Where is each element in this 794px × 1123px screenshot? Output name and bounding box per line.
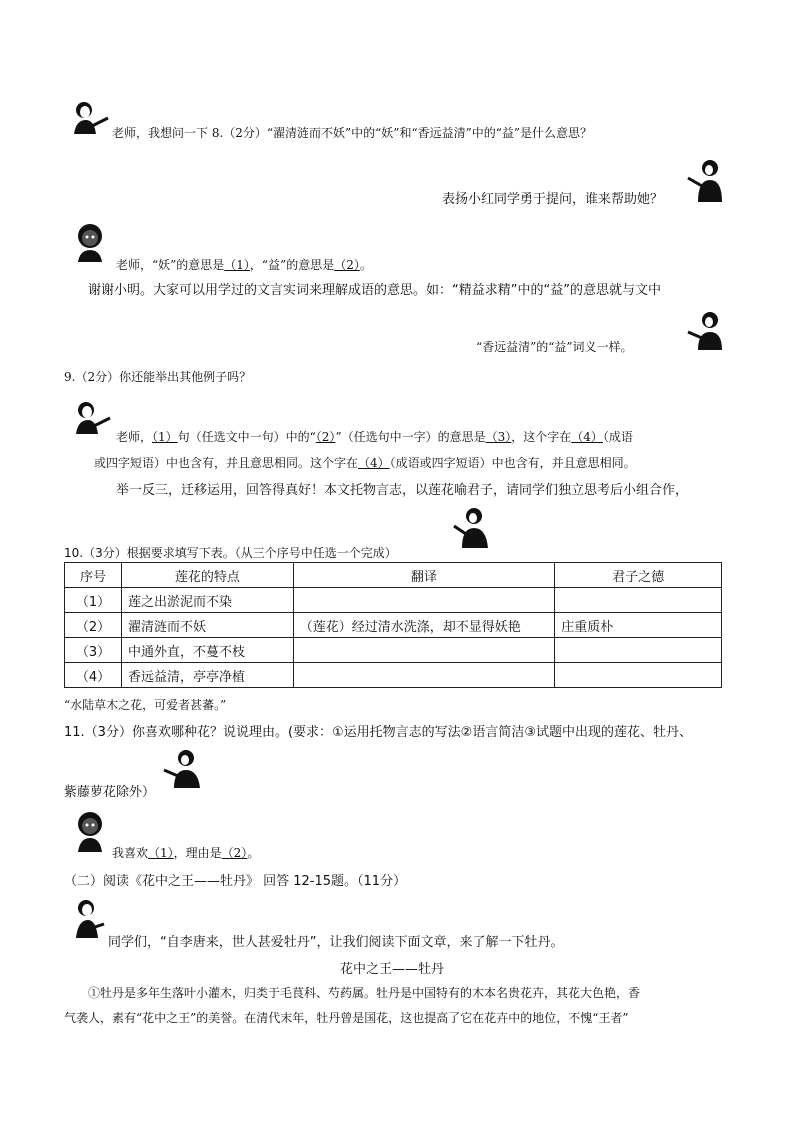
question-11-line-1: 11.（3分）你喜欢哪种花？说说理由。(要求：①运用托物言志的写法②语言简洁③试题中出现的莲花、牡丹、	[64, 725, 692, 740]
q11-text: 。	[247, 846, 260, 860]
table-row	[65, 663, 722, 688]
table-cell: （4）	[65, 663, 122, 688]
answer-mid: ，“益”的意思是	[249, 258, 335, 272]
student-girl-figure-icon	[72, 400, 114, 436]
student-girl-figure-icon	[72, 898, 108, 940]
q11-text: 我喜欢	[112, 846, 149, 860]
article-paragraph-line-1: ①牡丹是多年生落叶小灌木，归类于毛茛科、芍药属。牡丹是中国特有的木本名贵花卉，其花大色艳，香	[88, 986, 641, 1000]
table-cell: 庄重质朴	[555, 613, 722, 638]
table-header-cell: 君子之德	[555, 563, 722, 588]
table-cell: 香远益清，亭亭净植	[121, 663, 293, 688]
question-10-table	[64, 562, 722, 688]
question-9-answer-line-1	[116, 428, 633, 445]
dialogue-teacher-praise: 表扬小红同学勇于提问，谁来帮助她？	[442, 192, 664, 207]
table-header-cell: 莲花的特点	[121, 563, 293, 588]
q9-blank-1: （1）	[152, 430, 178, 444]
table-cell-answer[interactable]	[555, 588, 722, 613]
section-2-intro: 同学们，“自李唐来，世人甚爱牡丹”，让我们阅读下面文章，来了解一下牡丹。	[108, 935, 564, 950]
q9-text: ，这个字在	[511, 430, 572, 444]
teacher-figure-icon	[686, 158, 726, 204]
teacher-explanation-line-1: 谢谢小明。大家可以用学过的文言实词来理解成语的意思。如：“精益求精”中的“益”的意思就与文中	[88, 283, 661, 298]
section-2-heading: （二）阅读《花中之王——牡丹》 回答 12-15题。（11分）	[64, 874, 407, 889]
q9-text: （成语或四字短语）中也含有，并且意思相同。	[389, 456, 636, 470]
q11-blank-2: （2）	[221, 846, 248, 860]
table-cell: （1）	[65, 588, 122, 613]
q9-blank-4b: （4）	[358, 456, 390, 470]
question-11-line-2: 紫藤萝花除外）	[64, 785, 156, 800]
q9-blank-4: （4）	[571, 430, 603, 444]
student-girl-figure-icon	[70, 100, 112, 136]
q9-text: （成语	[602, 430, 633, 444]
table-cell: （3）	[65, 638, 122, 663]
q9-text: 句（任选文中一句）中的“	[177, 430, 316, 444]
question-10-title: 10.（3分）根据要求填写下表。（从三个序号中任选一个完成）	[64, 546, 397, 560]
q9-blank-2: （2）	[315, 430, 336, 444]
table-cell: （2）	[65, 613, 122, 638]
table-cell-answer[interactable]	[555, 663, 722, 688]
table-cell: （莲花）经过清水洗涤，却不显得妖艳	[293, 613, 555, 638]
q11-blank-1: （1）	[148, 846, 174, 860]
answer-blank-1: （1）	[224, 258, 250, 272]
question-9-title: 9.（2分）你还能举出其他例子吗？	[64, 370, 252, 384]
table-row	[65, 613, 722, 638]
student-boy-figure-icon	[72, 810, 112, 852]
q9-text: 老师，	[116, 430, 153, 444]
question-11-answer	[112, 844, 259, 861]
table-cell-answer[interactable]	[293, 638, 555, 663]
table-cell: 濯清涟而不妖	[121, 613, 293, 638]
answer-suffix: 。	[359, 258, 372, 272]
table-cell: 莲之出淤泥而不染	[121, 588, 293, 613]
table-header-cell: 序号	[65, 563, 122, 588]
table-cell: 中通外直，不蔓不枝	[121, 638, 293, 663]
q9-text: 或四字短语）中也含有，并且意思相同。这个字在	[94, 456, 359, 470]
answer-blank-2: （2）	[334, 258, 360, 272]
teacher-instruction: 举一反三，迁移运用，回答得真好！本文托物言志，以莲花喻君子，请同学们独立思考后小组合作，	[116, 483, 689, 498]
q11-text: ，理由是	[173, 846, 222, 860]
article-title: 花中之王——牡丹	[340, 962, 445, 977]
table-row	[65, 638, 722, 663]
table-cell-answer[interactable]	[555, 638, 722, 663]
table-header-cell: 翻译	[293, 563, 555, 588]
table-cell-answer[interactable]	[293, 588, 555, 613]
student-boy-figure-icon	[72, 222, 112, 262]
table-header-row	[65, 563, 722, 588]
dialogue-student-question: 老师，我想问一下 8.（2分）“濯清涟而不妖”中的“妖”和“香远益清”中的“益”是什么意思？	[112, 126, 592, 140]
table-cell-answer[interactable]	[293, 663, 555, 688]
teacher-explanation-line-2: “香远益清”的“益”词义一样。	[476, 340, 633, 354]
teacher-figure-icon	[686, 310, 726, 352]
table-row	[65, 588, 722, 613]
article-paragraph-line-2: 气袭人，素有“花中之王”的美誉。在清代末年，牡丹曾是国花，这也提高了它在花卉中的地位，不愧“王者”	[64, 1011, 629, 1025]
dialogue-student-answer	[116, 256, 372, 273]
question-9-answer-line-2	[94, 454, 636, 471]
answer-prefix: 老师，“妖”的意思是	[116, 258, 225, 272]
quote-line: “水陆草木之花，可爱者甚蕃。”	[64, 698, 227, 712]
teacher-figure-icon	[162, 748, 204, 790]
q9-text: ”（任选句中一字）的意思是	[335, 430, 486, 444]
q9-blank-3: （3）	[485, 430, 512, 444]
teacher-figure-icon	[452, 506, 494, 550]
